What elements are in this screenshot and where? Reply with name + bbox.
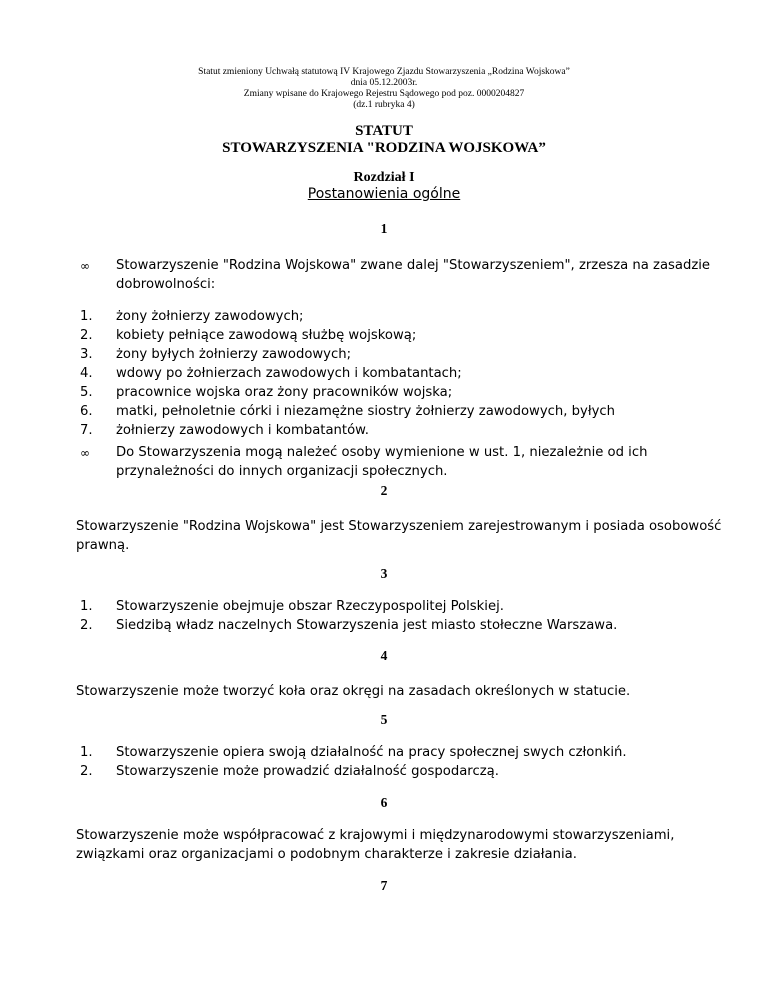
section-number-4: 4 [380, 648, 388, 663]
list-item-number: 1. [80, 309, 93, 324]
section-1-bullet-1-line-1: Stowarzyszenie "Rodzina Wojskowa" zwane dalej "Stowarzyszeniem", zrzesza na zasadzie [116, 258, 711, 273]
list-item-number: 3. [80, 347, 93, 362]
list-item-number: 1. [80, 599, 93, 614]
document-title-line-1: STATUT [355, 123, 413, 139]
chapter-subtitle: Postanowienia ogólne [307, 186, 461, 202]
list-item: kobiety pełniące zawodową służbę wojskową; [116, 328, 417, 343]
header-note-line-2: dnia 05.12.2003r. [350, 78, 418, 88]
section-number-2: 2 [380, 483, 388, 498]
list-item: Stowarzyszenie obejmuje obszar Rzeczypospolitej Polskiej. [116, 599, 504, 614]
infinity-bullet-icon: ∞ [80, 259, 90, 273]
list-item: Stowarzyszenie opiera swoją działalność na pracy społecznej swych członkiń. [116, 745, 627, 760]
section-6-text-line-2: związkami oraz organizacjami o podobnym charakterze i zakresie działania. [76, 847, 577, 862]
list-item-number: 6. [80, 404, 93, 419]
document-title-line-2: STOWARZYSZENIA "RODZINA WOJSKOWA” [222, 140, 546, 156]
header-note-line-3: Zmiany wpisane do Krajowego Rejestru Sądowego pod poz. 0000204827 [243, 89, 525, 99]
list-item: Siedzibą władz naczelnych Stowarzyszenia jest miasto stołeczne Warszawa. [116, 618, 618, 633]
section-2-text-line-2: prawną. [76, 538, 130, 553]
list-item-number: 1. [80, 745, 93, 760]
section-6-text-line-1: Stowarzyszenie może współpracować z krajowymi i międzynarodowymi stowarzyszeniami, [76, 828, 675, 843]
section-number-5: 5 [380, 712, 388, 727]
list-item: żony żołnierzy zawodowych; [116, 309, 304, 324]
list-item: wdowy po żołnierzach zawodowych i kombatantach; [116, 366, 462, 381]
list-item: pracownice wojska oraz żony pracowników wojska; [116, 385, 453, 400]
list-item-number: 2. [80, 618, 93, 633]
section-number-1: 1 [380, 221, 388, 236]
section-number-3: 3 [380, 566, 388, 581]
header-note-line-4: (dz.1 rubryka 4) [353, 100, 415, 110]
list-item-number: 7. [80, 423, 93, 438]
chapter-label: Rozdział I [353, 170, 415, 185]
list-item-number: 4. [80, 366, 93, 381]
list-item-number: 2. [80, 764, 93, 779]
section-1-bullet-1-line-2: dobrowolności: [116, 277, 216, 292]
list-item: żony byłych żołnierzy zawodowych; [116, 347, 352, 362]
section-number-6: 6 [380, 795, 388, 810]
list-item: Stowarzyszenie może prowadzić działalność gospodarczą. [116, 764, 499, 779]
section-2-text-line-1: Stowarzyszenie "Rodzina Wojskowa" jest Stowarzyszeniem zarejestrowanym i posiada osobowość [76, 519, 722, 534]
list-item: żołnierzy zawodowych i kombatantów. [116, 423, 369, 438]
header-note-line-1: Statut zmieniony Uchwałą statutową IV Krajowego Zjazdu Stowarzyszenia „Rodzina Wojskowa” [198, 67, 570, 77]
infinity-bullet-icon: ∞ [80, 446, 90, 460]
list-item-number: 2. [80, 328, 93, 343]
section-number-7: 7 [380, 878, 388, 893]
section-1-bullet-2-line-2: przynależności do innych organizacji społecznych. [116, 464, 448, 479]
section-4-text: Stowarzyszenie może tworzyć koła oraz okręgi na zasadach określonych w statucie. [76, 684, 631, 699]
section-1-bullet-2-line-1: Do Stowarzyszenia mogą należeć osoby wymienione w ust. 1, niezależnie od ich [116, 445, 648, 460]
list-item-number: 5. [80, 385, 93, 400]
list-item: matki, pełnoletnie córki i niezamężne siostry żołnierzy zawodowych, byłych [116, 404, 615, 419]
